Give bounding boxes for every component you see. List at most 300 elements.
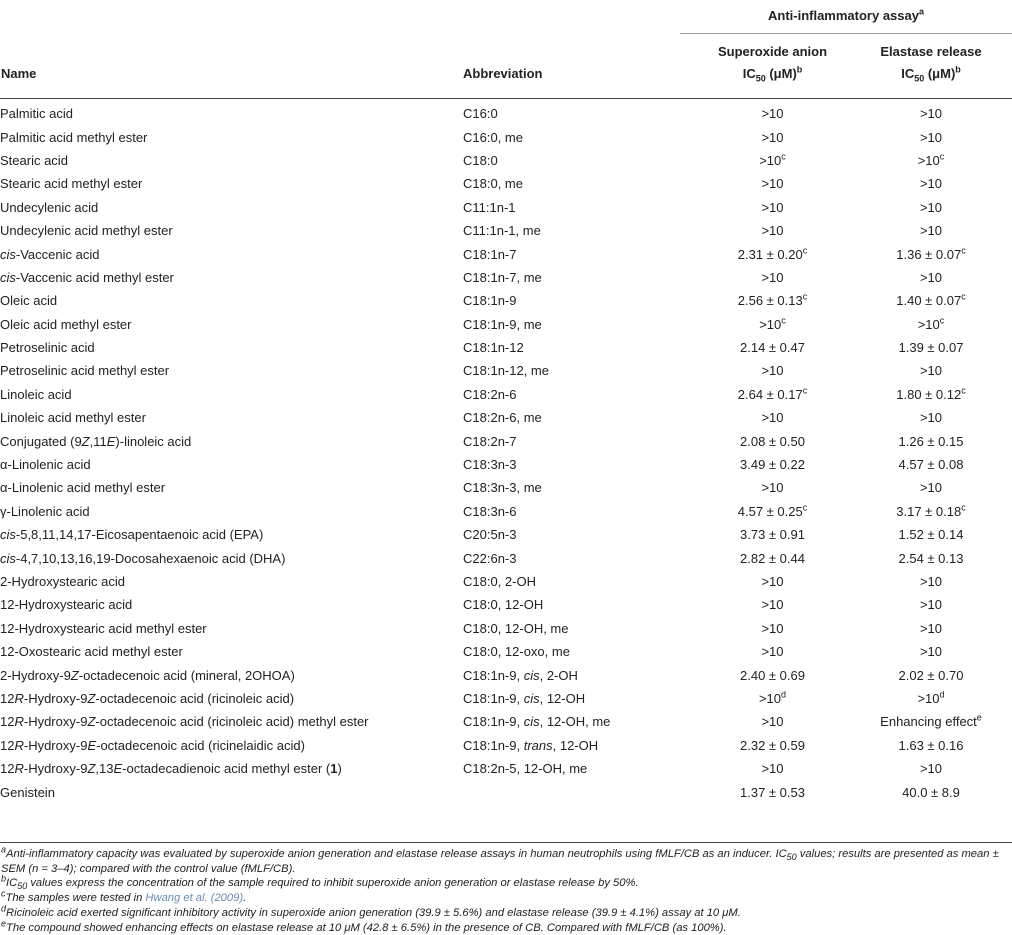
elastase-ic50 — [850, 429, 1012, 452]
elastase-ic50 — [850, 453, 1012, 476]
compound-abbreviation — [463, 593, 695, 616]
elastase-value: >10 — [919, 363, 943, 379]
compound-abbreviation — [463, 313, 695, 336]
elastase-value: >10 — [919, 269, 943, 285]
abbreviation-part: C18:0, 12-oxo, me — [463, 644, 570, 660]
compound-name — [0, 476, 463, 499]
elastase-value: >10 — [917, 690, 940, 706]
footnote-mark: c — [961, 502, 966, 513]
footnote-mark: c — [802, 385, 808, 396]
superoxide-ic50 — [695, 500, 850, 523]
elastase-value: 1.26 ± 0.15 — [898, 433, 964, 449]
abbreviation-part: C18:1n-7 — [463, 246, 517, 262]
compound-name-part: Linoleic acid — [0, 386, 72, 402]
elastase-value: 4.57 ± 0.08 — [898, 457, 964, 473]
compound-name — [0, 500, 463, 523]
compound-name-part: R — [14, 714, 24, 730]
footnote-a: $^a$Anti-inflammatory capacity was evaluated by superoxide anion generation and elastase release assays in human neutrophils using fMLF/CB as an inducer. $IC_{50}$ values; results are presented as mean ± SEM (n = 3–4); compared with the control value (fMLF/CB). — [1, 844, 999, 875]
superoxide-ic50 — [695, 102, 850, 125]
abbreviation-part: C18:1n-9, — [463, 667, 524, 683]
compound-abbreviation — [463, 523, 695, 546]
elastase-ic50 — [850, 102, 1012, 125]
table-row — [0, 780, 1012, 803]
superoxide-ic50 — [695, 406, 850, 429]
compound-name-part: ,13 — [95, 761, 114, 777]
compound-name — [0, 242, 463, 265]
superoxide-ic50 — [695, 149, 850, 172]
compound-name — [0, 710, 463, 733]
table-row — [0, 453, 1012, 476]
abbreviation-part: , 12-OH, me — [539, 714, 611, 730]
footnote-mark: c — [802, 245, 808, 256]
superoxide-ic50 — [695, 570, 850, 593]
table-row — [0, 523, 1012, 546]
elastase-ic50 — [850, 266, 1012, 289]
abbreviation-part: C18:1n-9, — [463, 737, 524, 753]
abbreviation-part: C16:0 — [463, 106, 498, 122]
superoxide-value: >10 — [758, 690, 782, 706]
table-row — [0, 219, 1012, 242]
footnote-b: $^bIC_{50}$ values express the concentration of the sample required to inhibit superoxide anion generation or elastase release by 50%. — [1, 873, 639, 892]
compound-name — [0, 102, 463, 125]
superoxide-ic50 — [695, 453, 850, 476]
header-rule — [0, 98, 1012, 99]
table-row — [0, 757, 1012, 780]
compound-abbreviation — [463, 172, 695, 195]
superoxide-value: >10 — [761, 620, 784, 636]
elastase-ic50 — [850, 780, 1012, 803]
abbreviation-part: C18:0, 2-OH — [463, 574, 536, 589]
elastase-value: >10 — [919, 410, 943, 426]
compound-abbreviation — [463, 640, 695, 663]
abbreviation-part: C18:0, 12-OH — [463, 597, 544, 613]
footnote-mark: d — [781, 689, 787, 700]
elastase-value: 1.36 ± 0.07 — [896, 246, 962, 262]
table-row — [0, 313, 1012, 336]
footnote-mark: c — [961, 245, 966, 256]
table-row — [0, 242, 1012, 265]
table-row — [0, 617, 1012, 640]
superoxide-value: >10 — [761, 480, 784, 496]
header-group-title: Anti-inflammatory assay$^a$ — [767, 6, 924, 23]
abbreviation-part: C22:6n-3 — [463, 550, 517, 566]
compound-name-part: E — [113, 761, 123, 777]
compound-abbreviation — [463, 734, 695, 757]
table-row — [0, 359, 1012, 382]
compound-name-part: cis — [0, 246, 16, 262]
table-row — [0, 734, 1012, 757]
footnote-mark: c — [802, 291, 808, 302]
footnote-mark: e — [976, 713, 982, 724]
table-row — [0, 640, 1012, 663]
compound-name-part: 12-Oxostearic acid methyl ester — [0, 644, 183, 660]
elastase-ic50 — [850, 172, 1012, 195]
compound-name-part: -4,7,10,13,16,19-Docosahexaenoic acid (DHA) — [15, 550, 286, 566]
elastase-ic50 — [850, 546, 1012, 569]
elastase-value: >10 — [917, 316, 940, 332]
elastase-ic50 — [850, 663, 1012, 686]
compound-name-part: )-linoleic acid — [115, 433, 192, 449]
footnote-mark: c — [781, 151, 786, 162]
compound-abbreviation — [463, 663, 695, 686]
superoxide-ic50 — [695, 734, 850, 757]
compound-name-part: -octadecenoic acid (ricinelaidic acid) — [96, 737, 305, 753]
footnote-c: $^c$The samples were tested in Hwang et al. (2009). — [1, 888, 247, 905]
compound-abbreviation — [463, 336, 695, 359]
compound-abbreviation — [463, 359, 695, 382]
compound-abbreviation — [463, 196, 695, 219]
table-row — [0, 172, 1012, 195]
superoxide-value: >10 — [761, 269, 784, 285]
compound-name — [0, 429, 463, 452]
compound-name-part: -Vaccenic acid methyl ester — [15, 269, 174, 285]
superoxide-value: >10 — [761, 129, 784, 145]
compound-name — [0, 219, 463, 242]
abbreviation-part: C18:1n-9, me — [463, 316, 542, 332]
superoxide-ic50 — [695, 523, 850, 546]
compound-name-part: Undecylenic acid methyl ester — [0, 223, 173, 239]
superoxide-value: >10 — [759, 152, 782, 168]
table-row — [0, 546, 1012, 569]
superoxide-value: >10 — [761, 597, 784, 613]
compound-abbreviation — [463, 476, 695, 499]
elastase-ic50 — [850, 734, 1012, 757]
elastase-ic50 — [850, 336, 1012, 359]
compound-name-part: 12 — [0, 737, 15, 753]
compound-abbreviation — [463, 383, 695, 406]
table-row — [0, 570, 1012, 593]
compound-name-part: Z — [70, 667, 79, 683]
abbreviation-part: , 2-OH — [539, 667, 578, 683]
table-row — [0, 383, 1012, 406]
compound-name-part: Petroselinic acid methyl ester — [0, 363, 170, 379]
abbreviation-part: C11:1n-1 — [463, 199, 516, 215]
abbreviation-part: C18:1n-9 — [463, 293, 517, 309]
compound-name-part: R — [14, 761, 24, 777]
compound-name-part: 1 — [330, 761, 338, 777]
compound-name — [0, 757, 463, 780]
compound-name-part: α-Linolenic acid — [0, 457, 91, 473]
abbreviation-part: trans — [523, 737, 553, 753]
data-table — [0, 102, 1012, 804]
compound-abbreviation — [463, 546, 695, 569]
elastase-ic50 — [850, 149, 1012, 172]
superoxide-ic50 — [695, 289, 850, 312]
compound-name — [0, 313, 463, 336]
abbreviation-part: C18:1n-9, — [463, 714, 524, 730]
compound-name — [0, 406, 463, 429]
compound-name-part: 12-Hydroxystearic acid — [0, 597, 133, 613]
elastase-value: >10 — [919, 129, 943, 145]
footnote-mark: c — [939, 315, 945, 326]
compound-name-part: ) — [337, 761, 342, 777]
compound-abbreviation — [463, 102, 695, 125]
compound-name — [0, 617, 463, 640]
table-row — [0, 125, 1012, 148]
elastase-value: 1.63 ± 0.16 — [898, 737, 964, 753]
elastase-ic50 — [850, 687, 1012, 710]
abbreviation-part: C18:0 — [463, 152, 498, 168]
elastase-ic50 — [850, 313, 1012, 336]
table-row — [0, 289, 1012, 312]
superoxide-ic50 — [695, 663, 850, 686]
compound-abbreviation — [463, 429, 695, 452]
elastase-value: 1.80 ± 0.12 — [896, 386, 962, 402]
compound-abbreviation — [463, 406, 695, 429]
abbreviation-part: C18:3n-3 — [463, 457, 517, 473]
citation-link[interactable]: Hwang et al. (2009) — [145, 892, 244, 905]
superoxide-value: >10 — [761, 223, 784, 239]
compound-abbreviation — [463, 149, 695, 172]
elastase-value: >10 — [919, 106, 943, 122]
compound-name-part: Genistein — [0, 784, 55, 800]
abbreviation-part: , 12-OH — [539, 690, 586, 706]
compound-name — [0, 640, 463, 663]
compound-name-part: cis — [0, 527, 16, 543]
abbreviation-part: C18:0, me — [463, 176, 523, 192]
compound-name-part: Undecylenic acid — [0, 199, 99, 215]
abbreviation-part: cis — [523, 690, 540, 706]
elastase-value: >10 — [919, 644, 943, 660]
abbreviation-part: C18:2n-7 — [463, 433, 517, 449]
compound-name — [0, 196, 463, 219]
superoxide-value: 2.14 ± 0.47 — [740, 340, 805, 356]
compound-name — [0, 383, 463, 406]
compound-name — [0, 266, 463, 289]
compound-name-part: Linoleic acid methyl ester — [0, 410, 146, 426]
compound-name — [0, 734, 463, 757]
abbreviation-part: C18:1n-9, — [463, 690, 524, 706]
compound-name-part: 12 — [0, 714, 15, 730]
compound-name-part: cis — [0, 550, 16, 566]
superoxide-value: 3.73 ± 0.91 — [740, 527, 805, 543]
compound-name-part: ,11 — [89, 433, 107, 449]
superoxide-value: 2.08 ± 0.50 — [740, 433, 805, 449]
abbreviation-part: C18:3n-6 — [463, 503, 517, 519]
superoxide-ic50 — [695, 710, 850, 733]
compound-name — [0, 780, 463, 803]
compound-name — [0, 523, 463, 546]
elastase-value: 2.02 ± 0.70 — [898, 667, 964, 683]
superoxide-value: 1.37 ± 0.53 — [740, 784, 805, 800]
compound-name-part: E — [87, 737, 97, 753]
compound-abbreviation — [463, 453, 695, 476]
footnote-d: $^d$Ricinoleic acid exerted significant inhibitory activity in superoxide anion generation (39.9 ± 5.6%) and elastase release (39.9 ± 4.1%) assay at 10 μM. — [1, 903, 741, 919]
compound-abbreviation — [463, 710, 695, 733]
table-row — [0, 196, 1012, 219]
superoxide-value: >10 — [761, 644, 784, 660]
superoxide-value: 3.49 ± 0.22 — [740, 457, 805, 473]
header-elastase: Elastase release $IC_{50}$ $(\mu M)^b$ — [880, 44, 982, 84]
compound-abbreviation — [463, 570, 695, 593]
superoxide-ic50 — [695, 780, 850, 803]
superoxide-ic50 — [695, 336, 850, 359]
superoxide-ic50 — [695, 546, 850, 569]
compound-name — [0, 125, 463, 148]
superoxide-value: 2.32 ± 0.59 — [740, 737, 805, 753]
compound-name-part: -Vaccenic acid — [15, 246, 100, 262]
compound-abbreviation — [463, 687, 695, 710]
table-row — [0, 593, 1012, 616]
abbreviation-part: C18:2n-5, 12-OH, me — [463, 761, 588, 777]
elastase-ic50 — [850, 570, 1012, 593]
superoxide-value: 4.57 ± 0.25 — [737, 503, 803, 519]
elastase-value: >10 — [917, 152, 940, 168]
compound-name-part: 12-Hydroxystearic acid methyl ester — [0, 620, 207, 636]
elastase-ic50 — [850, 359, 1012, 382]
abbreviation-part: , 12-OH — [552, 737, 599, 753]
compound-name-part: -Hydroxy-9 — [23, 690, 88, 706]
compound-name-part: -octadecenoic acid (ricinoleic acid) methyl ester — [95, 714, 369, 730]
superoxide-value: 2.40 ± 0.69 — [740, 667, 805, 683]
elastase-value: >10 — [919, 620, 943, 636]
superoxide-ic50 — [695, 640, 850, 663]
elastase-value: >10 — [919, 574, 943, 589]
elastase-ic50 — [850, 640, 1012, 663]
compound-name-part: -Hydroxy-9 — [23, 737, 88, 753]
superoxide-ic50 — [695, 242, 850, 265]
compound-abbreviation — [463, 266, 695, 289]
table-row — [0, 710, 1012, 733]
elastase-value: >10 — [919, 199, 943, 215]
table-row — [0, 687, 1012, 710]
footnote-mark: c — [802, 502, 808, 513]
elastase-value: 40.0 ± 8.9 — [902, 784, 960, 800]
superoxide-ic50 — [695, 359, 850, 382]
superoxide-ic50 — [695, 593, 850, 616]
superoxide-value: >10 — [761, 410, 784, 426]
elastase-ic50 — [850, 710, 1012, 733]
superoxide-ic50 — [695, 313, 850, 336]
compound-abbreviation — [463, 780, 695, 803]
table-row — [0, 266, 1012, 289]
elastase-value: >10 — [919, 223, 943, 239]
table-row — [0, 149, 1012, 172]
compound-abbreviation — [463, 219, 695, 242]
superoxide-value: >10 — [761, 761, 784, 777]
elastase-ic50 — [850, 617, 1012, 640]
compound-name — [0, 172, 463, 195]
elastase-ic50 — [850, 476, 1012, 499]
header-abbreviation: Abbreviation — [463, 66, 543, 81]
compound-name-part: Oleic acid — [0, 293, 58, 309]
elastase-value: >10 — [919, 597, 943, 613]
table-bottom-rule — [0, 842, 1012, 843]
compound-name-part: R — [14, 737, 24, 753]
superoxide-ic50 — [695, 196, 850, 219]
compound-name — [0, 663, 463, 686]
elastase-ic50 — [850, 242, 1012, 265]
elastase-value: 1.52 ± 0.14 — [898, 527, 964, 543]
superoxide-ic50 — [695, 383, 850, 406]
abbreviation-part: C20:5n-3 — [463, 527, 517, 543]
compound-name-part: 12 — [0, 690, 15, 706]
abbreviation-part: C18:1n-12, me — [463, 363, 549, 379]
superoxide-ic50 — [695, 687, 850, 710]
compound-name — [0, 359, 463, 382]
footnote-e: $^e$The compound showed enhancing effects on elastase release at 10 μM (42.8 ± 6.5%) in the presence of CB. Compared with fMLF/CB (as 100%). — [1, 917, 727, 934]
elastase-ic50 — [850, 383, 1012, 406]
footnote-mark: d — [939, 689, 945, 700]
table-row — [0, 336, 1012, 359]
superoxide-value: >10 — [761, 176, 784, 192]
superoxide-value: >10 — [761, 106, 784, 122]
abbreviation-part: C18:3n-3, me — [463, 480, 542, 496]
compound-name-part: 2-Hydroxy-9 — [0, 667, 71, 683]
elastase-ic50 — [850, 125, 1012, 148]
compound-name — [0, 289, 463, 312]
compound-name-part: 2-Hydroxystearic acid — [0, 574, 125, 589]
elastase-value: 1.39 ± 0.07 — [898, 340, 964, 356]
compound-name-part: Z — [87, 690, 96, 706]
compound-name-part: Palmitic acid methyl ester — [0, 129, 148, 145]
table-row — [0, 663, 1012, 686]
superoxide-ic50 — [695, 476, 850, 499]
compound-name-part: E — [106, 433, 116, 449]
elastase-ic50 — [850, 500, 1012, 523]
compound-abbreviation — [463, 617, 695, 640]
compound-name-part: -octadecadienoic acid methyl ester ( — [122, 761, 331, 777]
footnote-mark: c — [939, 151, 945, 162]
superoxide-ic50 — [695, 617, 850, 640]
compound-name-part: -octadecenoic acid (mineral, 2OHOA) — [78, 667, 295, 683]
compound-name-part: 12 — [0, 761, 15, 777]
abbreviation-part: C11:1n-1, me — [463, 223, 541, 239]
compound-name-part: Petroselinic acid — [0, 340, 95, 356]
table-row — [0, 476, 1012, 499]
footnote-mark: c — [781, 315, 786, 326]
compound-name-part: Z — [81, 433, 90, 449]
compound-abbreviation — [463, 289, 695, 312]
superoxide-ic50 — [695, 266, 850, 289]
header-superoxide: Superoxide anion $IC_{50}$ $(\mu M)^b$ — [717, 44, 828, 84]
compound-abbreviation — [463, 125, 695, 148]
abbreviation-part: C18:1n-12 — [463, 340, 524, 356]
superoxide-ic50 — [695, 125, 850, 148]
elastase-value: Enhancing effect — [880, 714, 977, 730]
elastase-ic50 — [850, 219, 1012, 242]
table-row — [0, 500, 1012, 523]
compound-name-part: Stearic acid methyl ester — [0, 176, 143, 192]
abbreviation-part: C18:0, 12-OH, me — [463, 620, 569, 636]
elastase-ic50 — [850, 406, 1012, 429]
superoxide-value: >10 — [761, 363, 784, 379]
abbreviation-part: C18:2n-6 — [463, 386, 517, 402]
elastase-value: >10 — [919, 480, 943, 496]
superoxide-value: 2.56 ± 0.13 — [737, 293, 803, 309]
compound-name-part: -Hydroxy-9 — [23, 761, 88, 777]
compound-name-part: Palmitic acid — [0, 106, 73, 122]
superoxide-ic50 — [695, 219, 850, 242]
elastase-value: >10 — [919, 761, 943, 777]
compound-name-part: -Hydroxy-9 — [23, 714, 88, 730]
compound-name-part: Oleic acid methyl ester — [0, 316, 132, 332]
elastase-ic50 — [850, 757, 1012, 780]
compound-name-part: -octadecenoic acid (ricinoleic acid) — [95, 690, 295, 706]
elastase-value: 3.17 ± 0.18 — [896, 503, 962, 519]
header-group-rule — [680, 33, 1012, 34]
abbreviation-part: C18:1n-7, me — [463, 269, 542, 285]
compound-abbreviation — [463, 757, 695, 780]
compound-name — [0, 336, 463, 359]
superoxide-value: >10 — [759, 316, 782, 332]
elastase-ic50 — [850, 523, 1012, 546]
superoxide-value: 2.64 ± 0.17 — [737, 386, 803, 402]
footnote-mark: c — [961, 291, 966, 302]
superoxide-value: 2.82 ± 0.44 — [740, 550, 805, 566]
abbreviation-part: C16:0, me — [463, 129, 523, 145]
superoxide-value: >10 — [761, 714, 784, 730]
